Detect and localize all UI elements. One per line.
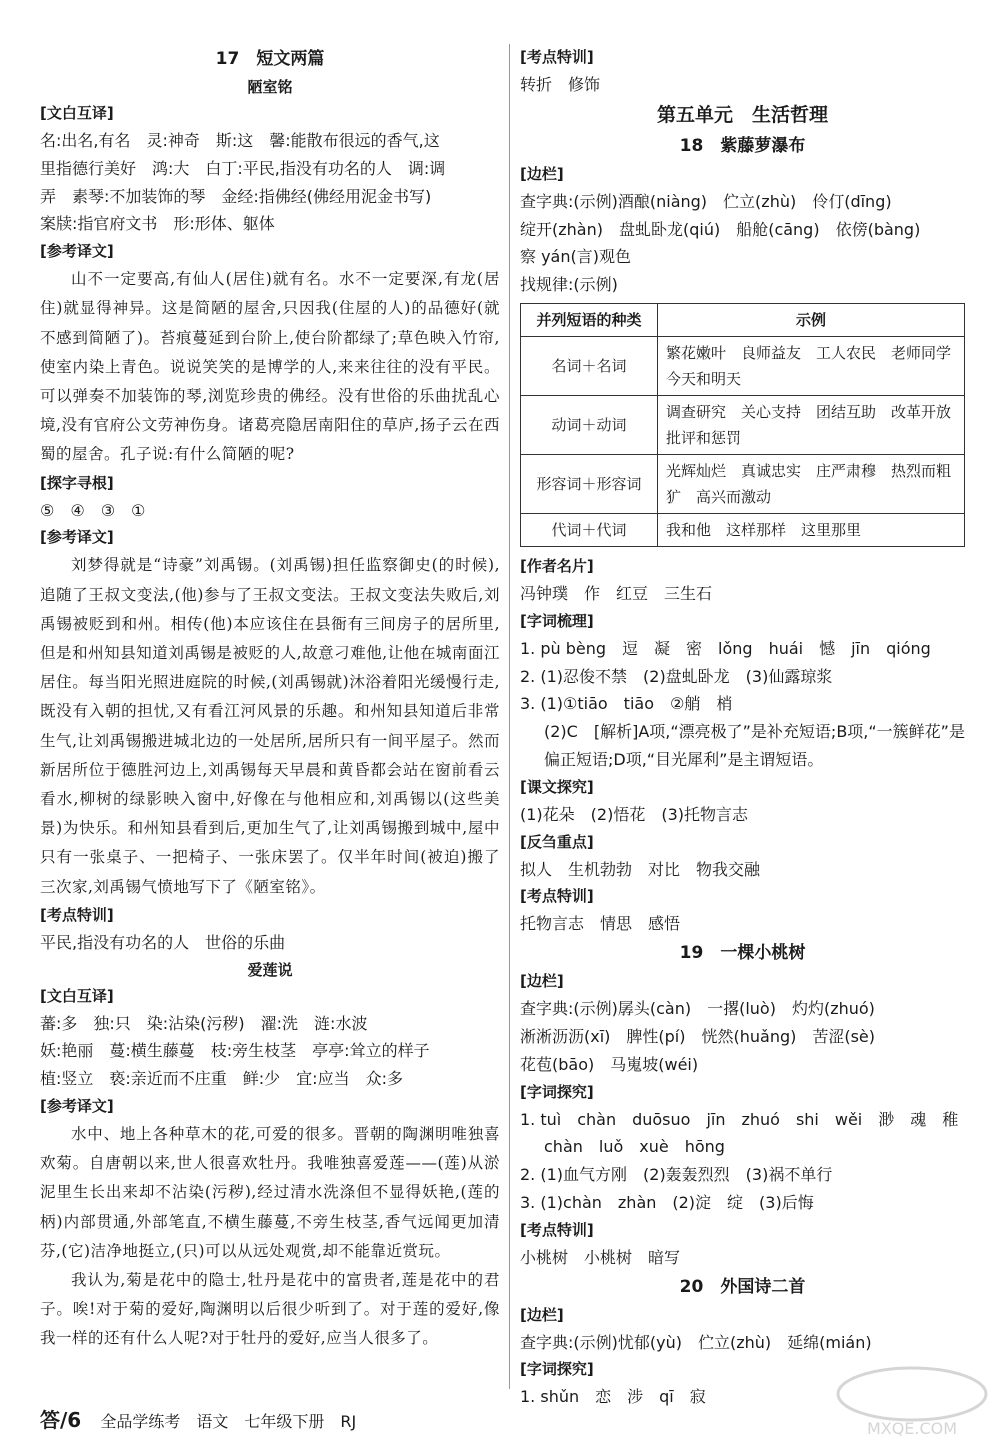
tanjiu-line: 1. shǔn 恋 涉 qī 寂: [520, 1387, 706, 1407]
lesson17-title: 17 短文两篇: [215, 49, 325, 69]
tag-kaodian-3: [考点特训]: [520, 1220, 594, 1239]
unit5-title: 第五单元 生活哲理: [656, 103, 828, 126]
fanzhu-answer: 拟人 生机勃勃 对比 物我交融: [520, 859, 761, 879]
kaodian-answer-1: 平民,指没有功名的人 世俗的乐曲: [40, 932, 286, 952]
zhaoguilv-label: 找规律:(示例): [520, 275, 618, 295]
table-cell-example: 繁花嫩叶 良师益友 工人农民 老师同学 今天和明天: [658, 336, 965, 395]
chazidian-line: 查字典:(示例)酒酿(niàng) 伫立(zhù) 伶仃(dīng): [520, 191, 892, 211]
book-info: 全品学练考 语文 七年级下册 RJ: [100, 1412, 357, 1431]
shuli-line: 3. (1)①tiāo tiāo ②艄 梢: [520, 694, 733, 714]
wenbai-line: 案牍:指官府文书 形:形体、躯体: [40, 214, 275, 234]
table-row: [521, 336, 965, 395]
table-header-cell: 并列短语的种类: [521, 303, 658, 336]
table-row: [521, 395, 965, 454]
tanjiu-line: 3. (1)chàn zhàn (2)淀 绽 (3)后悔: [520, 1192, 814, 1212]
table-cell-example: 光辉灿烂 真诚忠实 庄严肃穆 热烈而粗犷 高兴而激动: [658, 454, 965, 513]
shuli-line: 2. (1)忍俊不禁 (2)盘虬卧龙 (3)仙露琼浆: [520, 666, 833, 686]
subtitle-ailianshuo: 爱莲说: [247, 960, 293, 979]
zuozhe-answer: 冯钟璞 作 红豆 三生石: [520, 583, 713, 603]
page-footer: [40, 1404, 356, 1433]
tag-wenbai-1: [文白互译]: [40, 104, 114, 122]
chazidian-line: 查字典:(示例)孱头(càn) 一撂(luò) 灼灼(zhuó): [520, 999, 875, 1019]
tag-yiwen-3: [参考译文]: [40, 1097, 114, 1116]
kaodian-answer-3: 小桃树 小桃树 暗写: [520, 1247, 681, 1267]
wenbai-line: 蕃:多 独:只 染:沾染(污秽) 濯:洗 涟:水波: [40, 1013, 368, 1033]
tag-shuli: [字词梳理]: [520, 611, 594, 630]
table-cell-kind: 名词＋名词: [521, 336, 658, 395]
table-cell-kind: 动词＋动词: [521, 395, 658, 454]
translation-liuyuxi: 刘梦得就是“诗豪”刘禹锡。(刘禹锡)担任监察御史(的时候),追随了王叔文变法,(他)参与了王叔文变法。王叔文变法失败后,刘禹锡被贬到和州。相传(他)本应该住在县衙有三间房子的居所里,但是和州知县知道刘禹锡是被贬的人,故意刁难他,让他在城南面江居住。每当阳光照进庭院的时候,(刘禹锡就)沐浴着阳光缓慢行走,既没有入朝的担忧,又有看江河风景的乐趣。和州知县知道后非常生气,让刘禹锡搬进城北边的一处居所,居所只有一间平屋子。然而新居所位于德胜河边上,刘禹锡每天早晨和黄昏都会站在窗前看云看水,柳树的绿影映入窗中,好像在与他相应和,刘禹锡以(这些美景)为快乐。和州知县看到后,更加生气了,让刘禹锡搬到城中,屋中只有一张桌子、一把椅子、一张床罢了。仅半年时间(被迫)搬了三次家,刘禹锡气愤地写下了《陋室铭》。: [40, 556, 500, 896]
wenbai-line: 植:竖立 亵:亲近而不庄重 鲜:少 宜:应当 众:多: [40, 1069, 403, 1089]
column-divider: [509, 44, 510, 1389]
wenbai-line: 名:出名,有名 灵:神奇 斯:这 馨:能散布很远的香气,这: [40, 131, 440, 150]
translation-loushiming: 山不一定要高,有仙人(居住)就有名。水不一定要深,有龙(居住)就显得神异。这是简陋的屋舍,只因我(住屋的人)的品德好(就不感到简陋了)。苔痕蔓延到台阶上,使台阶都绿了;草色映入竹帘,使室内染上青色。说说笑笑的是博学的人,来来往往的没有平民。可以弹奏不加装饰的琴,浏览珍贵的佛经。没有世俗的乐曲扰乱心境,没有官府公文劳神伤身。诸葛亮隐居南阳住的草庐,扬子云在西蜀的屋舍。孔子说:有什么简陋的呢?: [40, 270, 500, 464]
chazidian-line: 花苞(bāo) 马嵬坡(wéi): [520, 1054, 699, 1074]
tanjiu-line: 2. (1)血气方刚 (2)轰轰烈烈 (3)祸不单行: [520, 1165, 833, 1185]
table-header-row: [521, 303, 965, 336]
kaodian-answer-2: 托物言志 情思 感悟: [520, 914, 681, 934]
wenbai-line: 妖:艳丽 蔓:横生藤蔓 枝:旁生枝茎 亭亭:耸立的样子: [40, 1041, 430, 1061]
table-cell-example: 调查研究 关心支持 团结互助 改革开放 批评和惩罚: [658, 395, 965, 454]
page-number: 答/6: [40, 1408, 82, 1432]
lesson18-title: 18 紫藤萝瀑布: [679, 135, 806, 156]
right-column: [520, 44, 965, 1411]
tag-wenbai-2: [文白互译]: [40, 986, 114, 1005]
kewen-answer: (1)花朵 (2)悟花 (3)托物言志: [520, 804, 748, 824]
translation-ailian-2: 我认为,菊是花中的隐士,牡丹是花中的富贵者,莲是花中的君子。唉!对于菊的爱好,陶渊明以后很少听到了。对于莲的爱好,像我一样的还有什么人呢?对于牡丹的爱好,应当人很多了。: [40, 1271, 500, 1348]
table-header-cell: 示例: [658, 303, 965, 336]
table-row: [521, 454, 965, 513]
kaodian-answer-0: 转折 修饰: [520, 75, 601, 94]
phrase-kinds-table: [520, 303, 965, 547]
table-row: [521, 513, 965, 546]
tag-zuozhe: [作者名片]: [520, 556, 594, 575]
lesson20-title: 20 外国诗二首: [679, 1276, 806, 1297]
tag-yiwen-1: [参考译文]: [40, 242, 114, 261]
chazidian-line: 查字典:(示例)忧郁(yù) 伫立(zhù) 延绵(mián): [520, 1332, 872, 1352]
chazidian-line: 绽开(zhàn) 盘虬卧龙(qiú) 船舱(cāng) 依傍(bàng): [520, 219, 921, 239]
tag-kaodian-2: [考点特训]: [520, 887, 594, 906]
lesson19-title: 19 一棵小桃树: [679, 943, 806, 964]
tag-kaodian-1: [考点特训]: [40, 905, 114, 924]
tanjiu-line: chàn luǒ xuè hōng: [544, 1137, 725, 1157]
tag-bianlan-3: [边栏]: [520, 1305, 564, 1324]
tanjiu-line: 1. tuì chàn duōsuo jīn zhuó shi wěi 渺 魂 稚: [520, 1109, 959, 1129]
table-cell-kind: 代词＋代词: [521, 513, 658, 546]
tag-tanjiu-2: [字词探究]: [520, 1360, 594, 1379]
table-cell-kind: 形容词＋形容词: [521, 454, 658, 513]
chazidian-line: 淅淅沥沥(xī) 脾性(pí) 恍然(huǎng) 苦涩(sè): [520, 1026, 876, 1046]
tag-yiwen-2: [参考译文]: [40, 528, 114, 547]
shuli-line: 1. pù bèng 逗 凝 密 lǒng huái 憾 jīn qióng: [520, 638, 931, 658]
tag-tanjiu-1: [字词探究]: [520, 1082, 594, 1101]
tanzi-answers: ⑤ ④ ③ ①: [40, 500, 146, 520]
tag-kaodian-0: [考点特训]: [520, 48, 594, 66]
tag-tanzi: [探字寻根]: [40, 473, 114, 492]
chazidian-line: 察 yán(言)观色: [520, 247, 631, 267]
left-column: [40, 44, 500, 1354]
wenbai-line: 里指德行美好 鸿:大 白丁:平民,指没有功名的人 调:调: [40, 158, 446, 178]
tag-bianlan-1: [边栏]: [520, 164, 564, 183]
translation-ailian-1: 水中、地上各种草木的花,可爱的很多。晋朝的陶渊明唯独喜欢菊。自唐朝以来,世人很喜欢牡丹。我唯独喜爱莲——(莲)从淤泥里生长出来却不沾染(污秽),经过清水洗涤但不显得妖艳,(莲的柄)内部贯通,外部笔直,不横生藤蔓,不旁生枝茎,香气远闻更加清芬,(它)洁净地挺立,(只)可以从远处观赏,却不能靠近赏玩。: [40, 1125, 500, 1260]
wenbai-line: 弄 素琴:不加装饰的琴 金经:指佛经(佛经用泥金书写): [40, 186, 432, 206]
shuli-analysis: (2)C [解析]A项,“漂亮极了”是补充短语;B项,“一簇鲜花”是偏正短语;D项,“目光犀利”是主谓短语。: [544, 722, 965, 769]
tag-fanzhu: [反刍重点]: [520, 832, 594, 851]
subtitle-loushiming: 陋室铭: [247, 78, 293, 96]
tag-kewen: [课文探究]: [520, 777, 594, 796]
table-cell-example: 我和他 这样那样 这里那里: [658, 513, 965, 546]
watermark-logo: [832, 1362, 992, 1442]
watermark-text: MXQE.COM: [866, 1419, 958, 1438]
tag-bianlan-2: [边栏]: [520, 972, 564, 991]
